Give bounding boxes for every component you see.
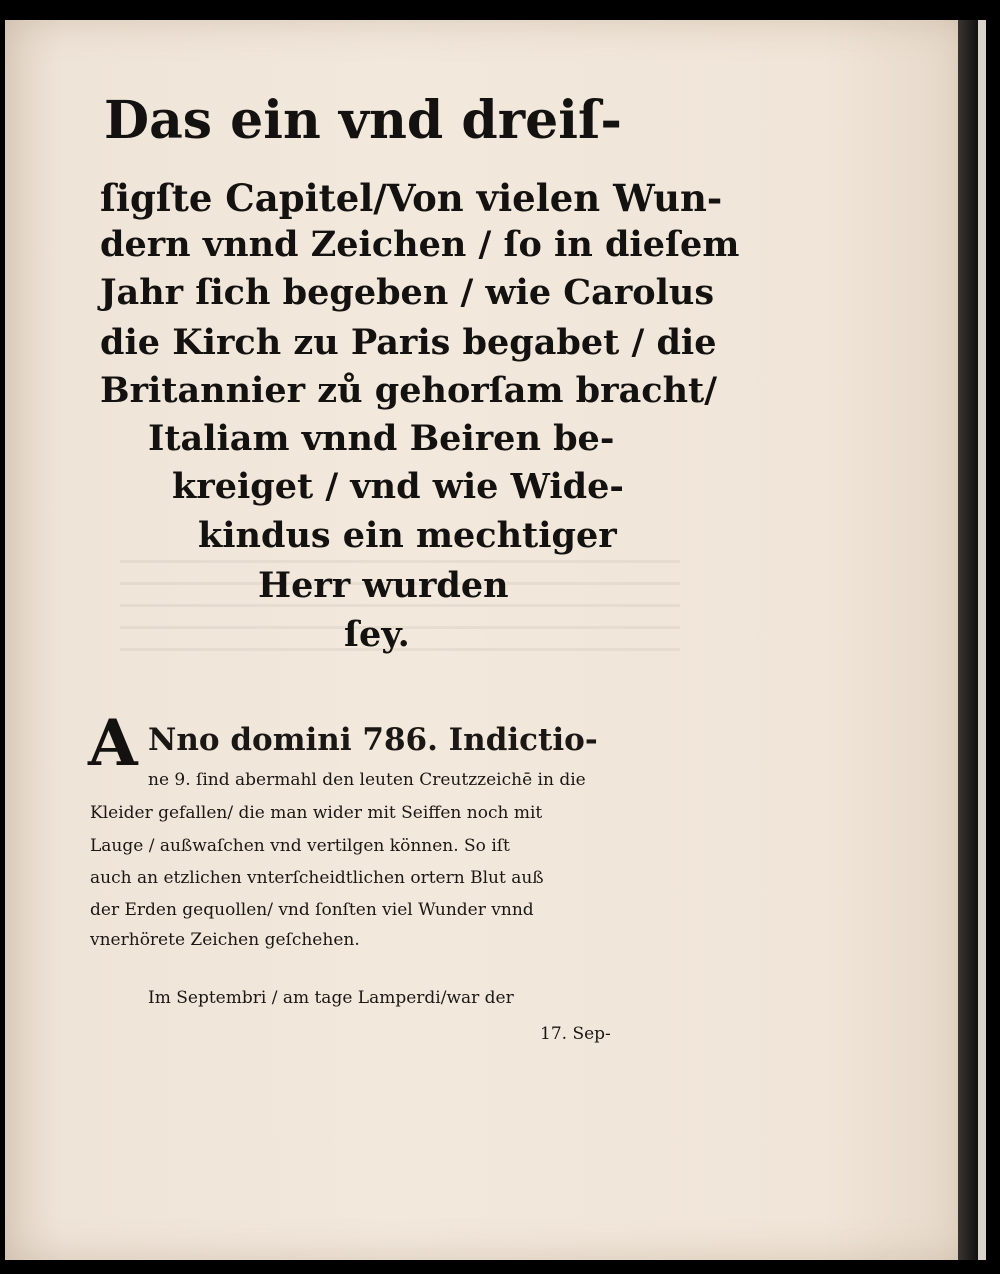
- body-line: Lauge / außwaſchen vnd vertilgen können. So iſt: [90, 836, 510, 856]
- heading-line: Italiam vnnd Beiren be-: [148, 418, 615, 459]
- heading-line: Britannier zů gehorſam bracht/: [100, 370, 717, 411]
- page-edge-shadow: [958, 20, 978, 1260]
- heading-line: Jahr ſich begeben / wie Carolus: [100, 272, 715, 313]
- heading-line: ſey.: [344, 614, 410, 655]
- heading-line: Das ein vnd dreiſ-: [104, 90, 622, 151]
- page-edge: [978, 20, 986, 1260]
- body-line: der Erden gequollen/ vnd ſonſten viel Wunder vnnd: [90, 900, 534, 920]
- body-line: ne 9. ſind abermahl den leuten Creutzzeichē in die: [148, 770, 586, 790]
- heading-line: dern vnnd Zeichen / ſo in dieſem: [100, 224, 740, 265]
- next-paragraph-line: Im Septembri / am tage Lamperdi/war der: [148, 988, 514, 1008]
- body-line: Kleider gefallen/ die man wider mit Seiffen noch mit: [90, 803, 543, 823]
- heading-line: ſigſte Capitel/Von vielen Wun-: [100, 176, 723, 220]
- heading-line: kreiget / vnd wie Wide-: [172, 466, 624, 507]
- heading-line: kindus ein mechtiger: [198, 515, 617, 556]
- body-line: vnerhörete Zeichen geſchehen.: [90, 930, 360, 950]
- heading-line: Herr wurden: [258, 565, 509, 606]
- body-line: Nno domini 786. Indictio-: [148, 722, 598, 758]
- catchword: 17. Sep-: [540, 1024, 611, 1044]
- heading-line: die Kirch zu Paris begabet / die: [100, 322, 717, 363]
- drop-cap: A: [88, 706, 138, 781]
- body-line: auch an etzlichen vnterſcheidtlichen ortern Blut auß: [90, 868, 544, 888]
